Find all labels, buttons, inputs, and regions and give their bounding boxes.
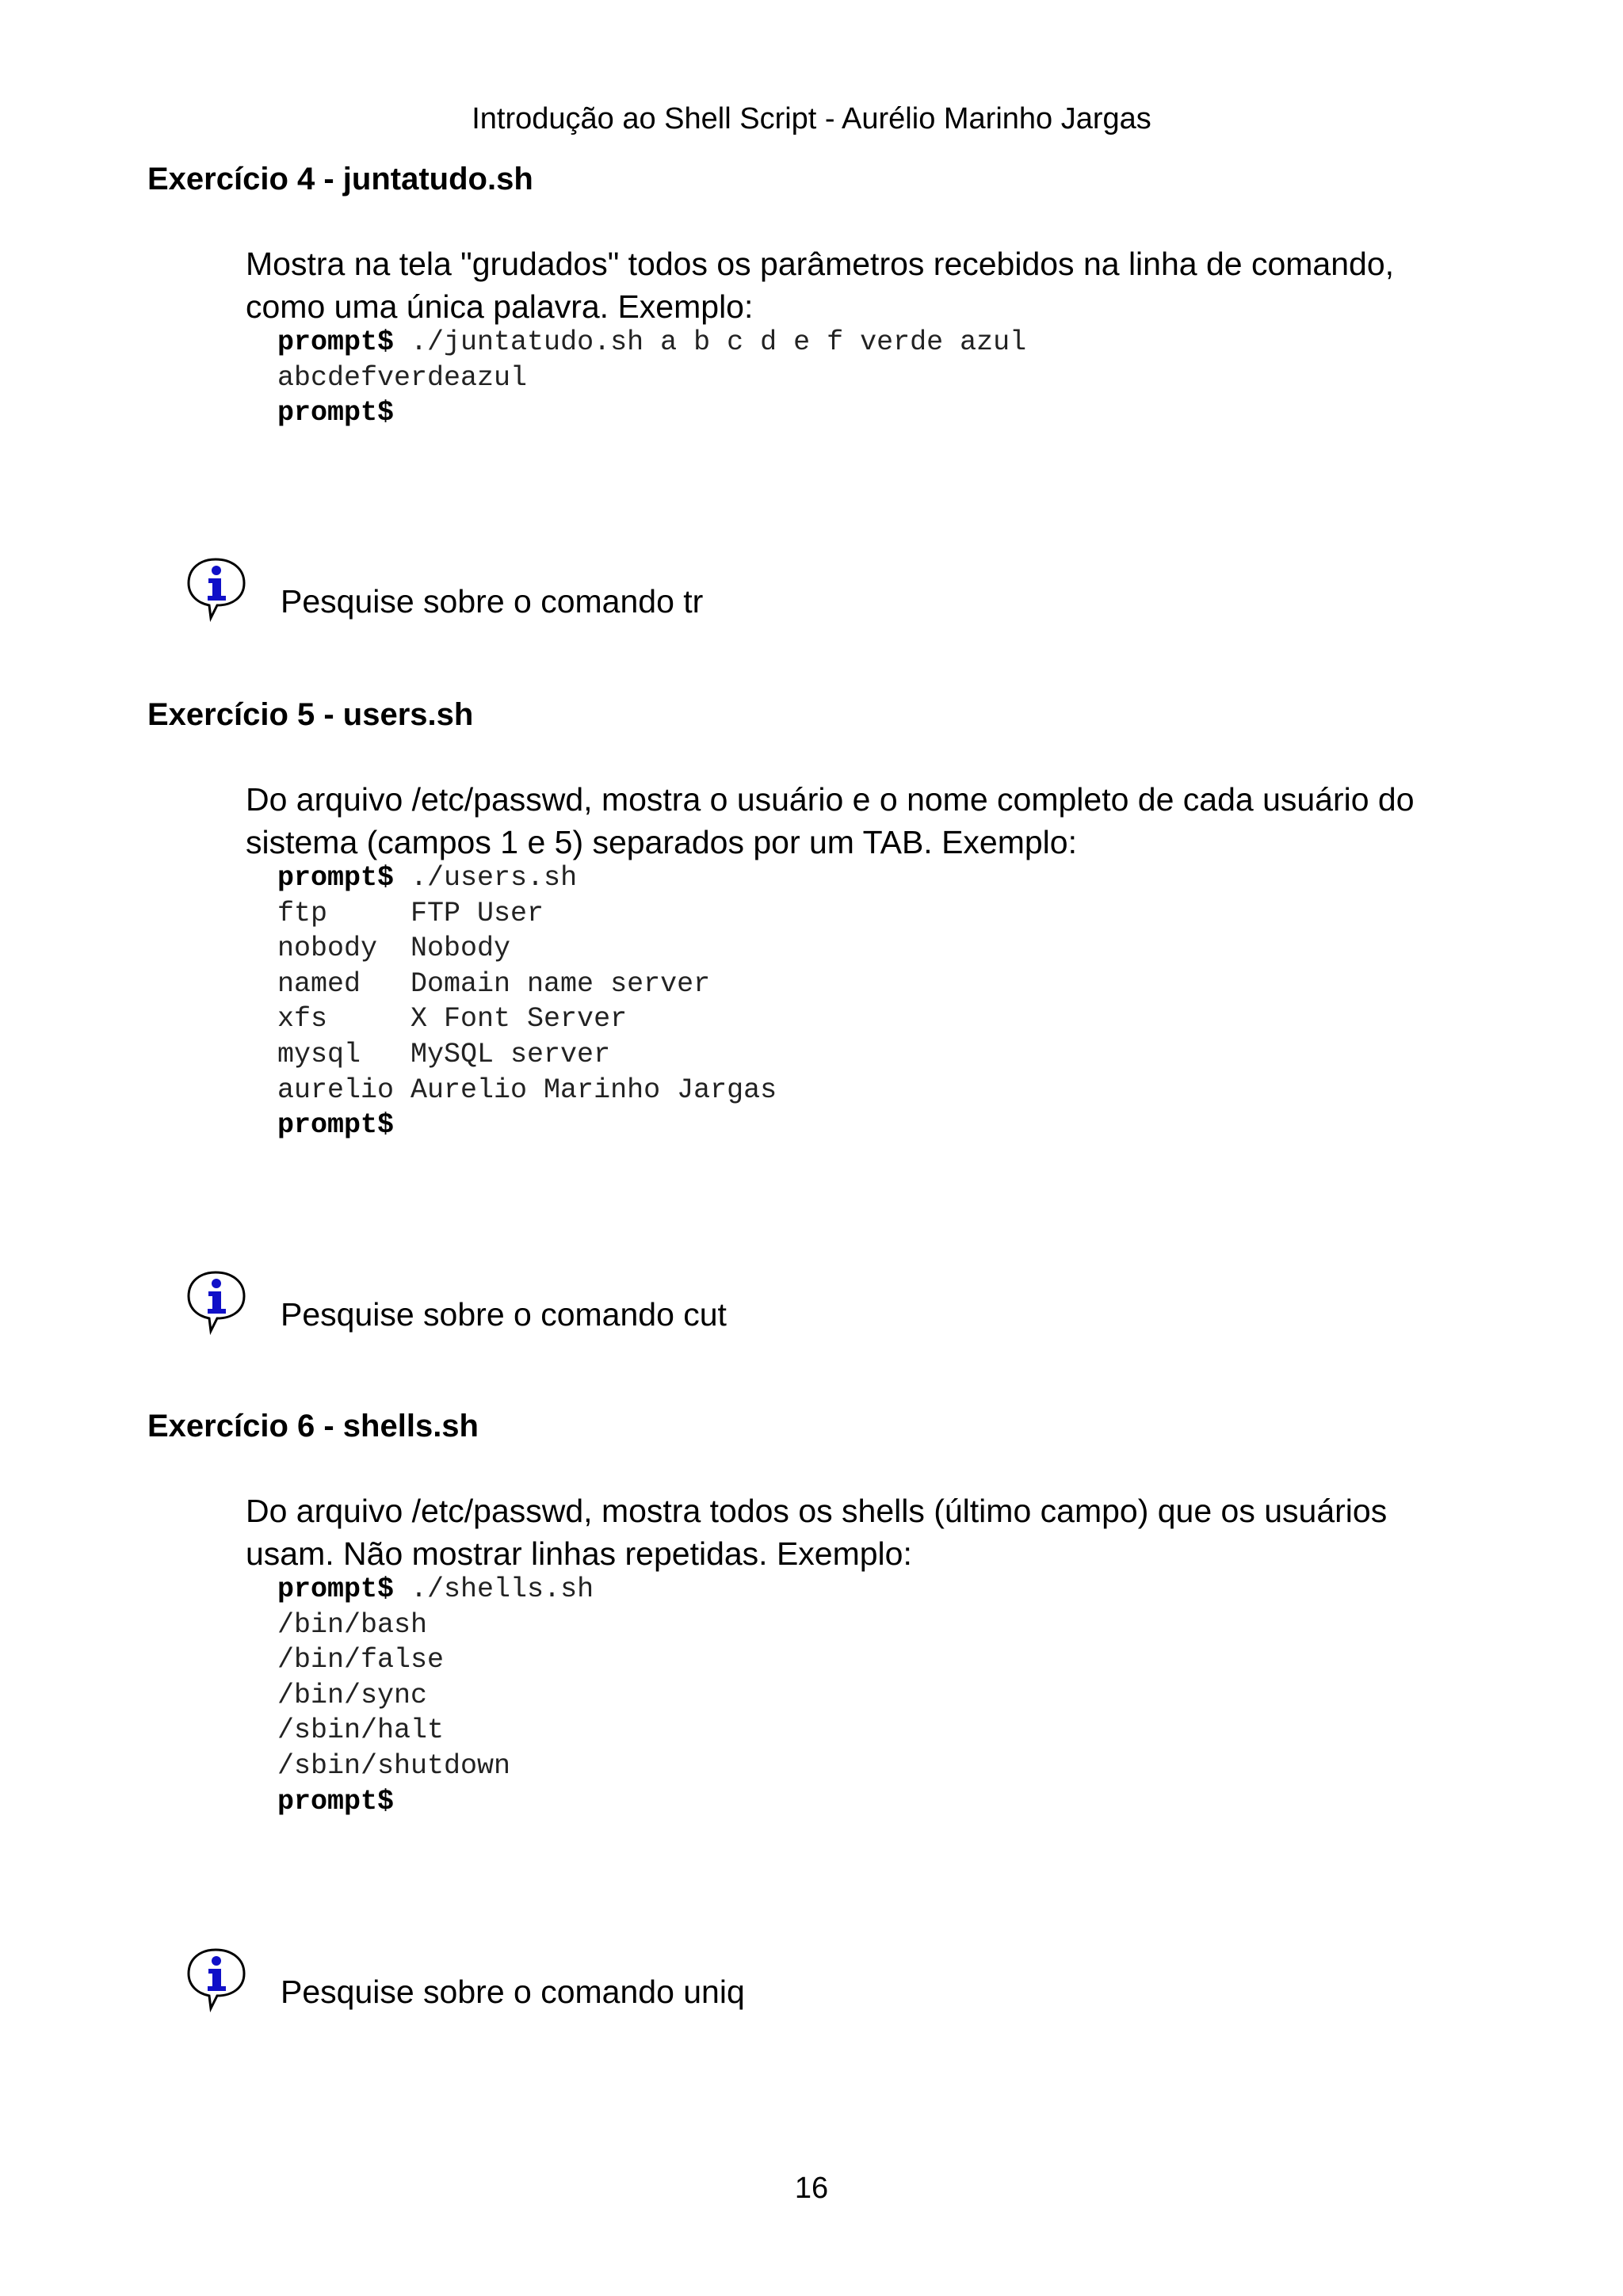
exercise-5-section [0, 694, 1623, 1296]
info-icon [182, 1268, 250, 1336]
info-icon [182, 1945, 250, 2013]
exercise-title: Exercício 5 - users.sh [147, 697, 474, 732]
tip-text: Pesquise sobre o comando cut [281, 1296, 727, 1333]
tip-text: Pesquise sobre o comando tr [281, 583, 704, 620]
code-example [277, 1572, 594, 1819]
exercise-6-section [0, 1405, 1623, 1960]
tip-note [182, 1268, 1292, 1339]
command-output: ftp FTP User nobody Nobody named Domain name server xfs X Font Server mysql MySQL server aurelio Aurelio Marinho Jargas [277, 897, 777, 1106]
exercise-title: Exercício 6 - shells.sh [147, 1409, 479, 1444]
description-text: Do arquivo /etc/passwd, mostra o usuário e o nome completo de cada usuário do sistema (campos 1 e 5) separados por um TAB. Exemplo: [246, 781, 1415, 860]
end-prompt: prompt$ [277, 1785, 395, 1817]
command-text: ./juntatudo.sh a b c d e f verde azul [394, 326, 1027, 358]
exercise-description [246, 1489, 1474, 1575]
code-example [277, 325, 1026, 431]
page-number: 16 [794, 2172, 829, 2205]
code-example [277, 860, 777, 1143]
description-text: Mostra na tela "grudados" todos os parâmetros recebidos na linha de comando, como uma única palavra. Exemplo: [246, 246, 1395, 325]
tip-note [182, 1945, 1292, 2016]
tip-text: Pesquise sobre o comando uniq [281, 1974, 745, 2010]
exercise-description [246, 242, 1474, 328]
command-output: abcdefverdeazul [277, 361, 528, 394]
command-output: /bin/bash /bin/false /bin/sync /sbin/halt /sbin/shutdown [277, 1608, 511, 1782]
tip-note [182, 555, 1292, 626]
info-icon [182, 555, 250, 623]
description-text: Do arquivo /etc/passwd, mostra todos os shells (último campo) que os usuários usam. Não mostrar linhas repetidas. Exemplo: [246, 1493, 1388, 1572]
prompt-label: prompt$ [277, 1573, 395, 1605]
end-prompt: prompt$ [277, 1109, 395, 1142]
prompt-label: prompt$ [277, 862, 395, 894]
exercise-description [246, 778, 1474, 864]
command-text: ./shells.sh [394, 1573, 594, 1605]
end-prompt: prompt$ [277, 397, 395, 429]
prompt-label: prompt$ [277, 326, 395, 358]
page-header: Introdução ao Shell Script - Aurélio Marinho Jargas [472, 102, 1151, 135]
command-text: ./users.sh [394, 862, 578, 894]
exercise-title: Exercício 4 - juntatudo.sh [147, 162, 533, 196]
